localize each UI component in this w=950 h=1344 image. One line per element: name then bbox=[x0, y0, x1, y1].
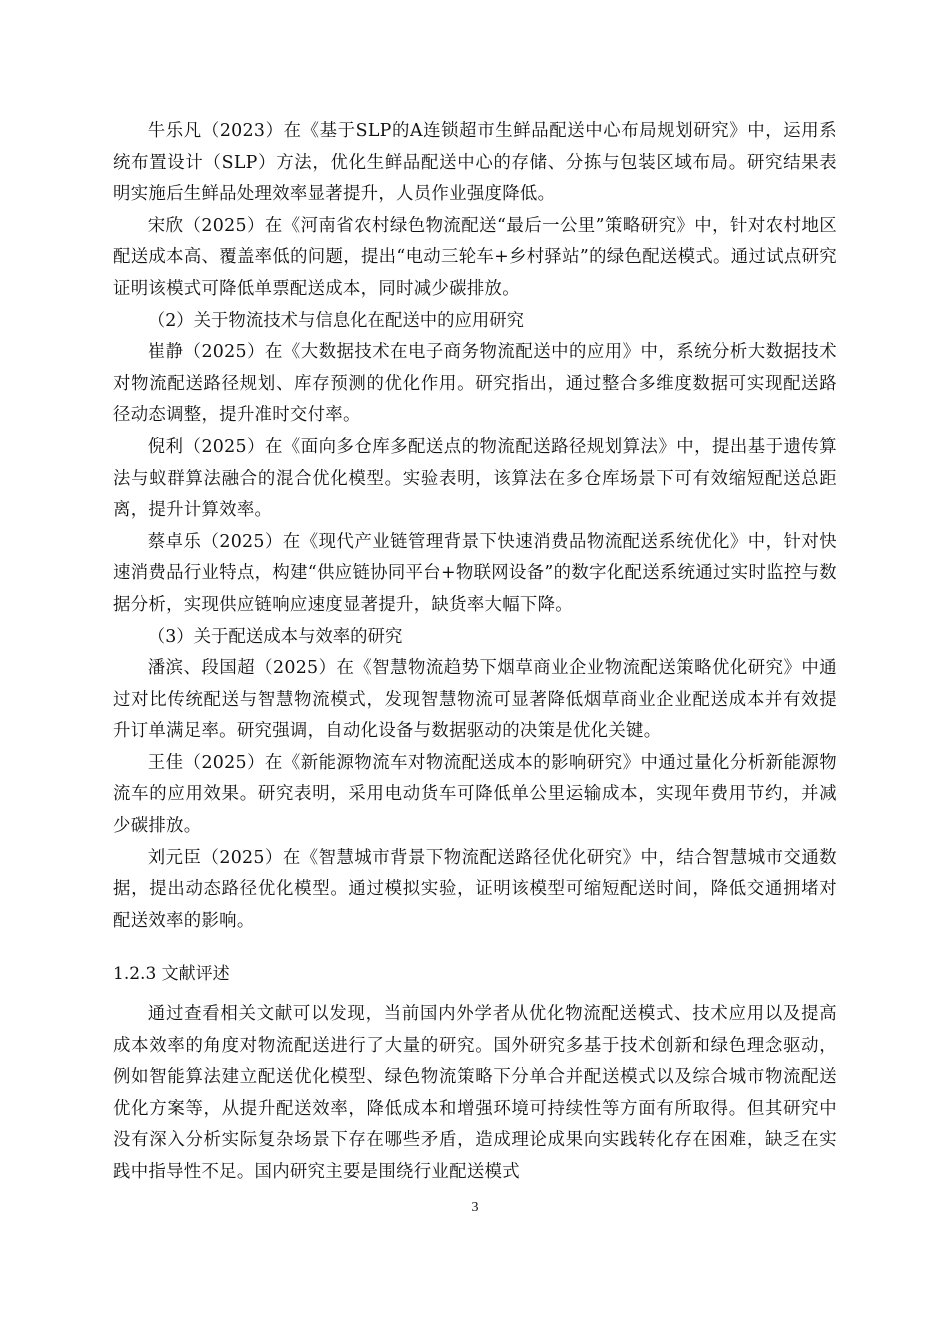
subheading-cost-efficiency: （3）关于配送成本与效率的研究 bbox=[147, 626, 403, 647]
paragraph-ni-li: 倪利（2025）在《面向多仓库多配送点的物流配送路径规划算法》中，提出基于遗传算法与蚁群算法融合的混合优化模型。实验表明，该算法在多仓库场景下可有效缩短配送总距离，提升计算效率。 bbox=[113, 436, 837, 521]
paragraph-niu-lefan: 牛乐凡（2023）在《基于SLP的A连锁超市生鲜品配送中心布局规划研究》中，运用系统布置设计（SLP）方法，优化生鲜品配送中心的存储、分拣与包装区域布局。研究结果表明实施后生鲜品处理效率显著提升，人员作业强度降低。 bbox=[113, 121, 837, 205]
document-body bbox=[113, 116, 837, 1189]
paragraph-pan-bin: 潘滨、段国超（2025）在《智慧物流趋势下烟草商业企业物流配送策略优化研究》中通过对比传统配送与智慧物流模式，发现智慧物流可显著降低烟草商业企业配送成本并有效提升订单满足率。研究强调，自动化设备与数据驱动的决策是优化关键。 bbox=[113, 658, 837, 742]
paragraph-cai-zhuole: 蔡卓乐（2025）在《现代产业链管理背景下快速消费品物流配送系统优化》中，针对快速消费品行业特点，构建“供应链协同平台+物联网设备”的数字化配送系统通过实时监控与数据分析，实现供应链响应速度显著提升，缺货率大幅下降。 bbox=[113, 531, 837, 615]
paragraph-song-xin: 宋欣（2025）在《河南省农村绿色物流配送“最后一公里”策略研究》中，针对农村地区配送成本高、覆盖率低的问题，提出“电动三轮车+乡村驿站”的绿色配送模式。通过试点研究证明该模式可降低单票配送成本，同时减少碳排放。 bbox=[113, 215, 837, 299]
section-heading: 1.2.3 文献评述 bbox=[113, 964, 230, 985]
page-number: 3 bbox=[471, 1200, 479, 1215]
paragraph-cui-jing: 崔静（2025）在《大数据技术在电子商务物流配送中的应用》中，系统分析大数据技术对物流配送路径规划、库存预测的优化作用。研究指出，通过整合多维度数据可实现配送路径动态调整，提升准时交付率。 bbox=[113, 342, 837, 426]
subheading-tech-info: （2）关于物流技术与信息化在配送中的应用研究 bbox=[147, 310, 525, 331]
paragraph-wang-jia: 王佳（2025）在《新能源物流车对物流配送成本的影响研究》中通过量化分析新能源物流车的应用效果。研究表明，采用电动货车可降低单公里运输成本，实现年费用节约，并减少碳排放。 bbox=[113, 752, 837, 837]
paragraph-literature-review: 通过查看相关文献可以发现，当前国内外学者从优化物流配送模式、技术应用以及提高成本效率的角度对物流配送进行了大量的研究。国外研究多基于技术创新和绿色理念驱动，例如智能算法建立配送优化模型、绿色物流策略下分单合并配送模式以及综合城市物流配送优化方案等，从提升配送效率，降低成本和增强环境可持续性等方面有所取得。但其研究中没有深入分析实际复杂场景下存在哪些矛盾，造成理论成果向实践转化存在困难，缺乏在实践中指导性不足。国内研究主要是围绕行业配送模式 bbox=[113, 1004, 837, 1182]
paragraph-liu-yuanchen: 刘元臣（2025）在《智慧城市背景下物流配送路径优化研究》中，结合智慧城市交通数据，提出动态路径优化模型。通过模拟实验，证明该模型可缩短配送时间，降低交通拥堵对配送效率的影响。 bbox=[113, 847, 837, 931]
